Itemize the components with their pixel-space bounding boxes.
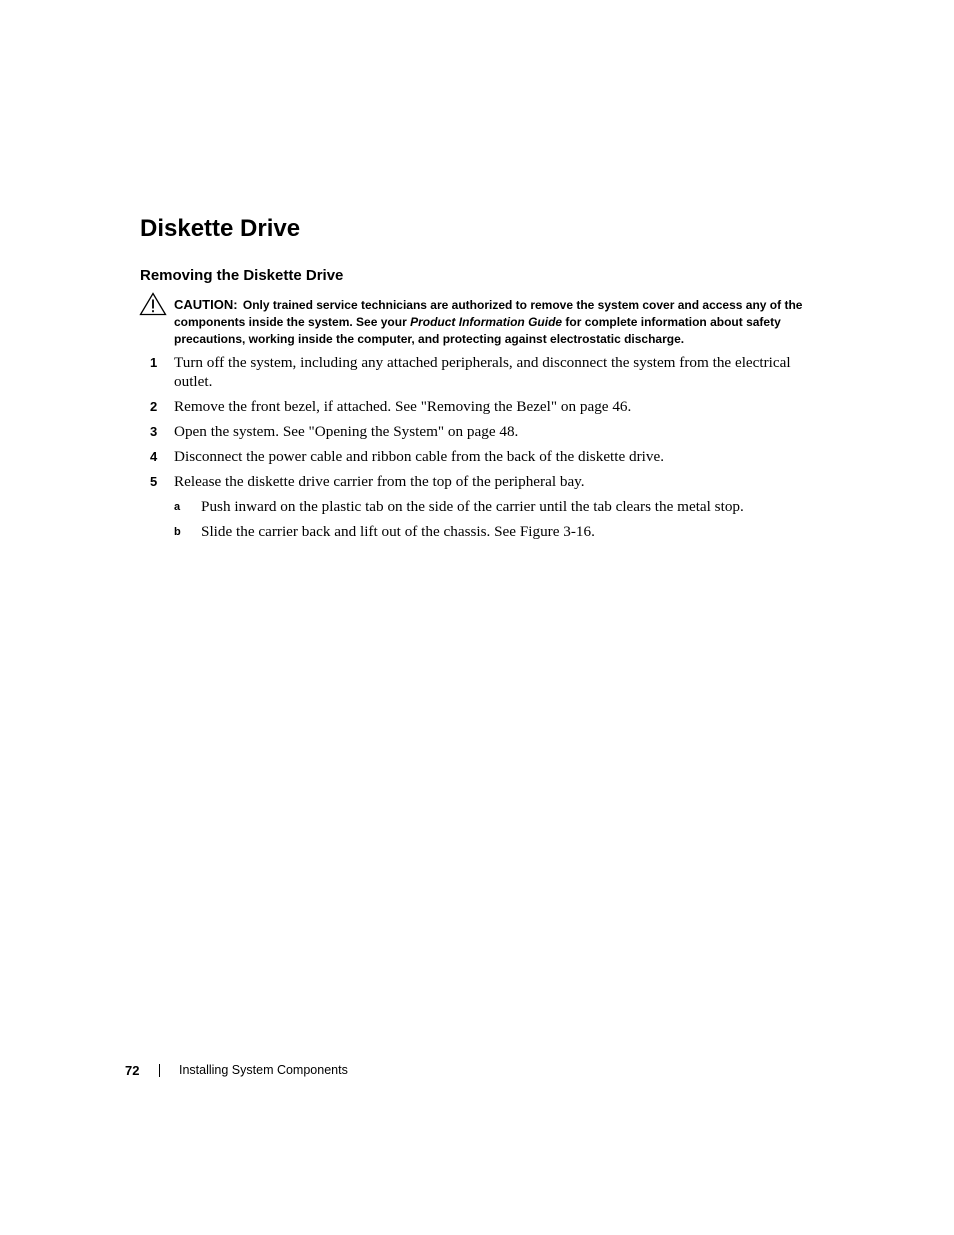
step-text: Turn off the system, including any attached peripherals, and disconnect the system from the electrical outlet.	[174, 354, 791, 390]
page-number: 72	[125, 1063, 140, 1078]
caution-guide-title: Product Information Guide	[410, 315, 563, 329]
step-2	[140, 397, 830, 416]
subsection-title: Removing the Diskette Drive	[140, 267, 344, 284]
substep-letter: b	[174, 526, 181, 538]
step-text: Remove the front bezel, if attached. See "Removing the Bezel" on page 46.	[174, 398, 632, 415]
section-title: Diskette Drive	[140, 215, 301, 242]
chapter-title: Installing System Components	[179, 1063, 348, 1077]
substep-text: Push inward on the plastic tab on the side of the carrier until the tab clears the metal stop.	[201, 498, 744, 515]
step-5	[140, 472, 830, 491]
step-number: 4	[150, 449, 158, 464]
substep-a	[174, 497, 824, 516]
caution-label: CAUTION:	[174, 297, 238, 312]
step-text: Disconnect the power cable and ribbon cable from the back of the diskette drive.	[174, 448, 665, 465]
step-number: 1	[150, 355, 158, 370]
step-text: Release the diskette drive carrier from the top of the peripheral bay.	[174, 473, 585, 490]
substep-letter: a	[174, 501, 181, 513]
step-number: 5	[150, 474, 158, 489]
substep-b	[174, 522, 824, 541]
caution-notice	[174, 296, 824, 348]
step-number: 2	[150, 399, 158, 414]
step-1	[140, 353, 830, 391]
step-3	[140, 422, 830, 441]
caution-text-after: for complete information about safety precautions, working inside the computer, and protecting against electrostatic discharge.	[174, 315, 781, 346]
warning-triangle-icon	[139, 292, 167, 316]
footer-divider	[159, 1064, 160, 1077]
step-number: 3	[150, 424, 158, 439]
step-text: Open the system. See "Opening the System" on page 48.	[174, 423, 519, 440]
caution-text-before: Only trained service technicians are authorized to remove the system cover and access any of the components inside the system. See your	[174, 298, 803, 329]
substep-text: Slide the carrier back and lift out of the chassis. See Figure 3-16.	[201, 523, 595, 540]
step-4	[140, 447, 830, 466]
